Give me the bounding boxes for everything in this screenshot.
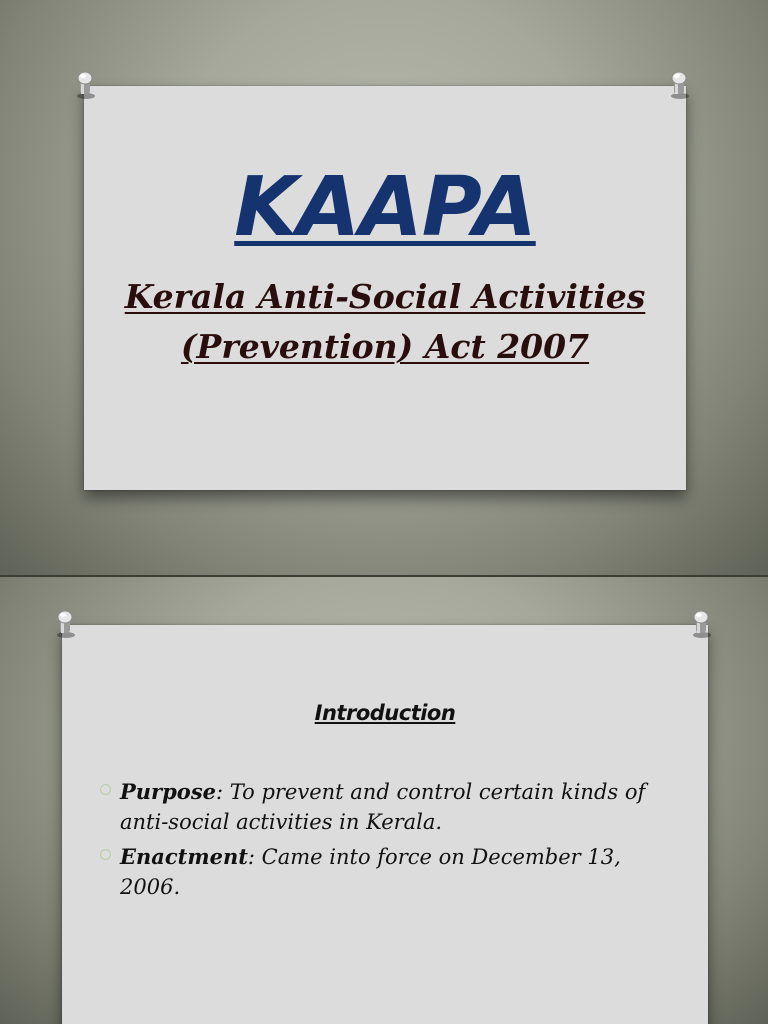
list-item	[100, 777, 680, 837]
section-heading: Introduction	[314, 701, 456, 725]
pushpin-icon	[54, 609, 76, 639]
slide-subtitle-line-2: (Prevention) Act 2007	[180, 327, 590, 366]
slide-2	[0, 577, 768, 1024]
title-card	[84, 86, 686, 490]
content-card	[62, 625, 708, 1024]
slide-subtitle-line-1: Kerala Anti-Social Activities	[124, 277, 646, 316]
slide-title: KAAPA	[234, 160, 536, 255]
bullet-term: Enactment	[120, 844, 248, 869]
circle-bullet-icon	[100, 784, 111, 795]
pushpin-icon	[668, 70, 690, 100]
pushpin-icon	[74, 70, 96, 100]
pushpin-icon	[690, 609, 712, 639]
bullet-text: : Came into force on December 13, 2006.	[120, 845, 621, 899]
bullet-text: : To prevent and control certain kinds of anti-social activities in Kerala.	[120, 780, 646, 834]
bullet-term: Purpose	[120, 779, 216, 804]
bullet-list	[100, 777, 680, 907]
list-item	[100, 842, 680, 902]
circle-bullet-icon	[100, 849, 111, 860]
